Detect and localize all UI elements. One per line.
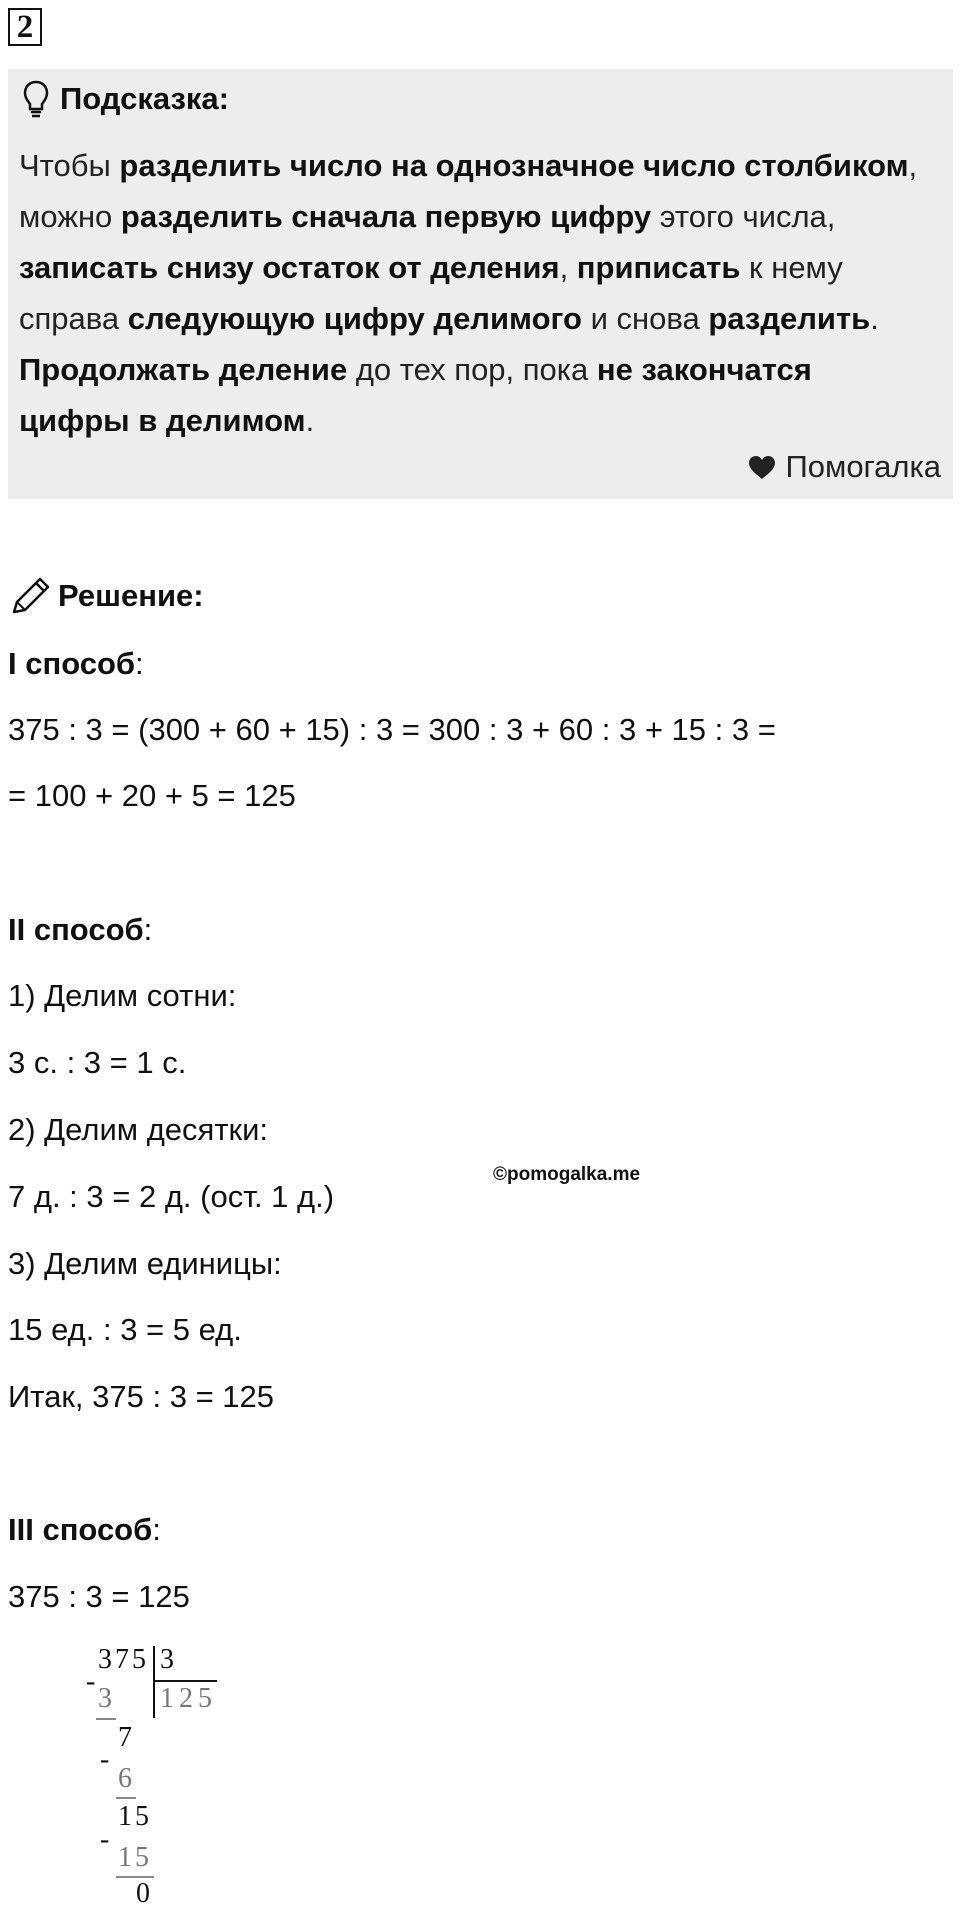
- method-3-label: III способ: [8, 1512, 153, 1547]
- method-2-label: II способ: [8, 912, 144, 947]
- method-2-calc-2: 7 д. : 3 = 2 д. (ост. 1 д.): [8, 1179, 335, 1214]
- brand-name: Помогалка: [785, 449, 941, 484]
- hint-bold-run: записать снизу остаток от деления: [19, 250, 560, 285]
- hint-text-run: этого числа,: [651, 199, 836, 234]
- method-2-colon: :: [143, 912, 153, 947]
- hint-text-run: справа: [19, 301, 128, 336]
- ld-minus-sign: -: [100, 1824, 110, 1855]
- hint-line: [19, 140, 949, 191]
- method-1-heading: [8, 646, 144, 682]
- ld-horizontal-line: [153, 1680, 217, 1682]
- method-1-line-2: = 100 + 20 + 5 = 125: [8, 778, 296, 813]
- hint-box: [8, 69, 953, 499]
- method-2-heading: [8, 912, 152, 948]
- hint-line: [19, 293, 949, 344]
- method-2-step-2: 2) Делим десятки:: [8, 1112, 269, 1147]
- hint-title: Подсказка:: [60, 81, 229, 116]
- hint-text-run: до тех пор, пока: [347, 352, 597, 387]
- hint-line: [19, 344, 949, 395]
- method-2-calc-1: 3 с. : 3 = 1 с.: [8, 1045, 187, 1080]
- hint-text-run: можно: [19, 199, 121, 234]
- ld-subtrahend-1: 3: [98, 1683, 112, 1714]
- method-1-colon: :: [135, 646, 144, 681]
- ld-remainder-3: 0: [136, 1878, 150, 1909]
- hint-bold-run: цифры в делимом: [19, 403, 306, 438]
- hint-text-run: .: [870, 301, 879, 336]
- hint-text-run: и снова: [581, 301, 709, 336]
- hint-text-run: ,: [559, 250, 577, 285]
- pencil-icon: [10, 576, 52, 616]
- ld-underline-2: [116, 1797, 136, 1799]
- ld-quotient: 125: [160, 1683, 217, 1714]
- hint-text-run: ,: [908, 148, 918, 183]
- heart-icon: [747, 454, 777, 480]
- hint-text: [19, 140, 949, 446]
- hint-bold-run: следующую цифру делимого: [127, 301, 582, 336]
- method-2-step-1: 1) Делим сотни:: [8, 978, 237, 1013]
- hint-bold-run: Продолжать деление: [19, 352, 348, 387]
- method-3-colon: :: [152, 1512, 161, 1547]
- hint-bold-run: приписать: [576, 250, 741, 285]
- ld-vertical-line: [153, 1646, 155, 1718]
- ld-subtrahend-2: 6: [118, 1763, 132, 1794]
- hint-bold-run: разделить сначала первую цифру: [120, 199, 652, 234]
- task-number: 2: [8, 8, 42, 46]
- hint-text-run: к нему: [740, 250, 843, 285]
- method-2-calc-3: 15 ед. : 3 = 5 ед.: [8, 1312, 242, 1347]
- hint-bold-run: разделить: [708, 301, 871, 336]
- method-1-label: I способ: [8, 646, 136, 681]
- hint-text-run: Чтобы: [19, 148, 120, 183]
- hint-line: [19, 395, 949, 446]
- ld-minus-sign: -: [86, 1666, 96, 1697]
- hint-bold-run: не закончатся: [596, 352, 812, 387]
- ld-subtrahend-3: 15: [118, 1842, 152, 1873]
- watermark: ©pomogalka.me: [493, 1164, 641, 1185]
- solution-title: Решение:: [58, 578, 204, 613]
- hint-text-run: .: [305, 403, 315, 438]
- method-3-heading: [8, 1512, 161, 1548]
- method-2-result: Итак, 375 : 3 = 125: [8, 1379, 275, 1414]
- method-2-step-3: 3) Делим единицы:: [8, 1246, 282, 1281]
- method-1-line-1: 375 : 3 = (300 + 60 + 15) : 3 = 300 : 3 + 60 : 3 + 15 : 3 =: [8, 712, 776, 747]
- lightbulb-icon: [22, 79, 50, 119]
- hint-line: [19, 191, 949, 242]
- hint-header: [22, 77, 229, 121]
- ld-dividend: 375: [98, 1644, 149, 1675]
- hint-line: [19, 242, 949, 293]
- ld-remainder-2: 15: [118, 1801, 152, 1832]
- solution-header: [10, 574, 204, 618]
- hint-bold-run: разделить число на однозначное число столбиком: [119, 148, 909, 183]
- method-3-line: 375 : 3 = 125: [8, 1579, 190, 1614]
- ld-remainder-1: 7: [118, 1722, 132, 1753]
- brand-label: [747, 447, 941, 487]
- ld-divisor: 3: [160, 1644, 174, 1675]
- ld-underline-1: [96, 1718, 116, 1720]
- ld-minus-sign: -: [100, 1744, 110, 1775]
